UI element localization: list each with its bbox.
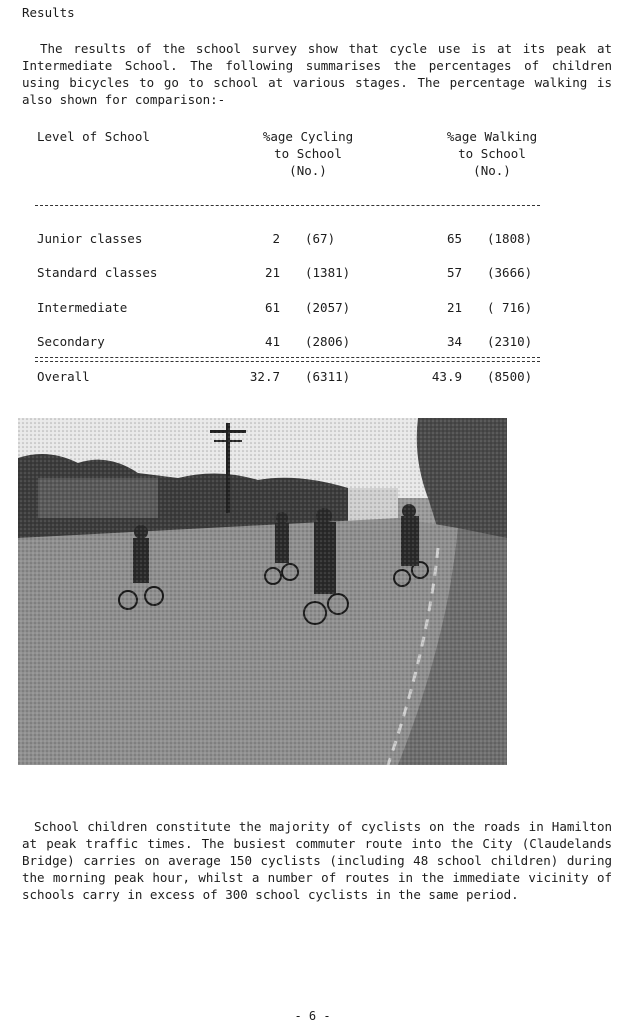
row-walking-pct: 34: [446, 334, 462, 349]
row-cycling-pct: 2: [272, 231, 280, 246]
row-level: Intermediate: [37, 300, 128, 315]
row-cycling-pct: 61: [264, 300, 280, 315]
row-cycling-no: (1381): [305, 265, 351, 280]
row-level: Secondary: [37, 334, 105, 349]
walking-header-line: to School: [458, 146, 526, 161]
row-walking-pct: 21: [446, 300, 462, 315]
row-walking-no: (2310): [487, 334, 533, 349]
row-cycling-no: (67): [305, 231, 336, 246]
table-header-rule: [35, 205, 540, 206]
table-total-rule: [35, 357, 540, 358]
row-cycling-pct: 32.7: [249, 369, 280, 384]
table-total-rule: [35, 361, 540, 362]
column-header-walking: [432, 128, 552, 179]
page-number: - 6 -: [294, 1009, 331, 1023]
closing-paragraph: School children constitute the majority of cyclists on the roads in Hamilton at peak traffic times. The busiest commuter route into the City (Claudelands Bridge) carries on average 150 cyclists (including 48 school children) during the morning peak hour, whilst a number of routes in the immediate vicinity of schools carry in excess of 300 school cyclists in the same period.: [22, 819, 612, 902]
cycling-header-line: to School: [274, 146, 342, 161]
row-walking-pct: 57: [446, 265, 462, 280]
row-walking-pct: 43.9: [431, 369, 462, 384]
row-cycling-no: (2057): [305, 300, 351, 315]
table-row: [0, 231, 625, 248]
results-heading: Results: [22, 5, 75, 20]
table-row: [0, 265, 625, 282]
row-walking-no: (8500): [487, 369, 533, 384]
cyclists-photo: [18, 418, 507, 765]
table-overall-row: [0, 369, 625, 386]
walking-header-line: (No.): [473, 163, 511, 178]
table-row: [0, 334, 625, 351]
table-row: [0, 300, 625, 317]
row-level: Standard classes: [37, 265, 158, 280]
row-walking-no: ( 716): [487, 300, 533, 315]
cycling-header-line: (No.): [289, 163, 327, 178]
row-level: Junior classes: [37, 231, 143, 246]
row-cycling-no: (6311): [305, 369, 351, 384]
row-cycling-pct: 41: [264, 334, 280, 349]
row-walking-no: (3666): [487, 265, 533, 280]
intro-paragraph: The results of the school survey show that cycle use is at its peak at Intermediate School. The following summarises the percentages of children using bicycles to go to school at various stages. The percentage walking is also shown for comparison:-: [22, 41, 612, 107]
cycling-header-line: %age Cycling: [262, 129, 354, 144]
row-cycling-no: (2806): [305, 334, 351, 349]
row-walking-pct: 65: [446, 231, 462, 246]
row-cycling-pct: 21: [264, 265, 280, 280]
walking-header-line: %age Walking: [446, 129, 538, 144]
column-header-level: Level of School: [37, 129, 150, 144]
row-walking-no: (1808): [487, 231, 533, 246]
column-header-cycling: [248, 128, 368, 179]
row-level: Overall: [37, 369, 90, 384]
